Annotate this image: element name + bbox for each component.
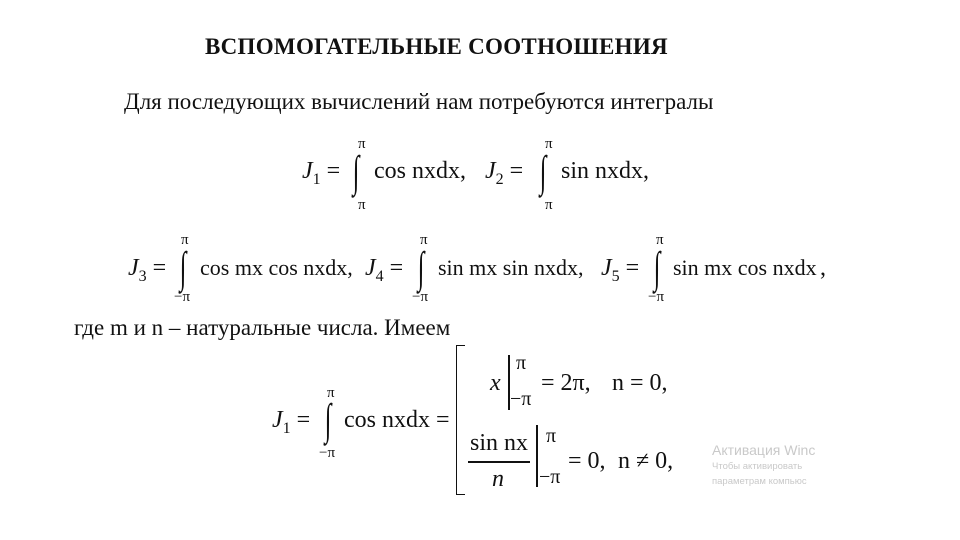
j2-upper-limit: π xyxy=(545,136,553,152)
case1-result: = 2π, xyxy=(541,370,591,396)
integral-sign: ∫ xyxy=(539,147,547,196)
j5-upper-limit: π xyxy=(656,232,664,248)
integral-sign: ∫ xyxy=(653,243,661,292)
case1-upper: π xyxy=(516,352,527,374)
case-bracket xyxy=(456,345,465,495)
j5-integrand: sin mx cos nxdx xyxy=(673,255,817,280)
case1-lower: −π xyxy=(510,388,532,410)
case1-condition: n = 0, xyxy=(612,370,668,396)
integral-sign: ∫ xyxy=(324,395,332,444)
case2-lower: −π xyxy=(539,466,561,488)
case2-eval-bar xyxy=(536,425,538,487)
j4-integrand: sin mx sin nxdx, xyxy=(438,255,584,280)
integral-sign: ∫ xyxy=(417,243,425,292)
case1-x: x xyxy=(490,370,501,396)
j1-lower-limit: π xyxy=(358,197,366,213)
j1-piecewise-lower-limit: −π xyxy=(319,445,336,461)
intro-text: Для последующих вычислений нам потребуются интегралы xyxy=(124,89,714,114)
j3-integrand: cos mx cos nxdx, xyxy=(200,255,353,280)
j5-lower-limit: −π xyxy=(648,289,665,305)
j2-lower-limit: π xyxy=(545,197,553,213)
formula-j4: $J_4$ = xyxy=(365,255,404,285)
activation-watermark-line3: параметрам компьюс xyxy=(712,476,807,487)
j1-piecewise-upper-limit: π xyxy=(327,385,335,401)
case2-upper: π xyxy=(546,425,557,447)
formula-j3: $J_3$ = xyxy=(128,255,167,285)
j4-upper-limit: π xyxy=(420,232,428,248)
case2-result: = 0, xyxy=(568,448,606,474)
j1-integrand: cos nxdx, xyxy=(374,158,466,184)
case2-fraction-line xyxy=(468,461,530,463)
page-title: ВСПОМОГАТЕЛЬНЫЕ СООТНОШЕНИЯ xyxy=(205,34,668,59)
integral-sign: ∫ xyxy=(352,147,360,196)
j4-lower-limit: −π xyxy=(412,289,429,305)
where-text: где m и n – натуральные числа. Имеем xyxy=(74,315,451,340)
j1-piecewise-integrand: cos nxdx = xyxy=(344,407,450,433)
j3-upper-limit: π xyxy=(181,232,189,248)
formula-j1-piecewise: $J_1$ = xyxy=(272,407,311,437)
formula-j5: $J_5$ = xyxy=(601,255,640,285)
integral-sign: ∫ xyxy=(179,243,187,292)
case2-denominator: n xyxy=(492,466,504,492)
j2-integrand: sin nxdx, xyxy=(561,158,650,184)
j1-upper-limit: π xyxy=(358,136,366,152)
activation-watermark-line2: Чтобы активировать xyxy=(712,461,803,472)
j5-trailing-comma: , xyxy=(820,255,826,281)
case2-numerator: sin nx xyxy=(470,430,529,456)
formula-j2: $J_2$ = xyxy=(485,158,524,188)
case2-condition: n ≠ 0, xyxy=(618,448,674,474)
j3-lower-limit: −π xyxy=(174,289,191,305)
activation-watermark-title: Активация Winc xyxy=(712,442,816,458)
formula-j1: $J_1$ = xyxy=(302,158,341,188)
